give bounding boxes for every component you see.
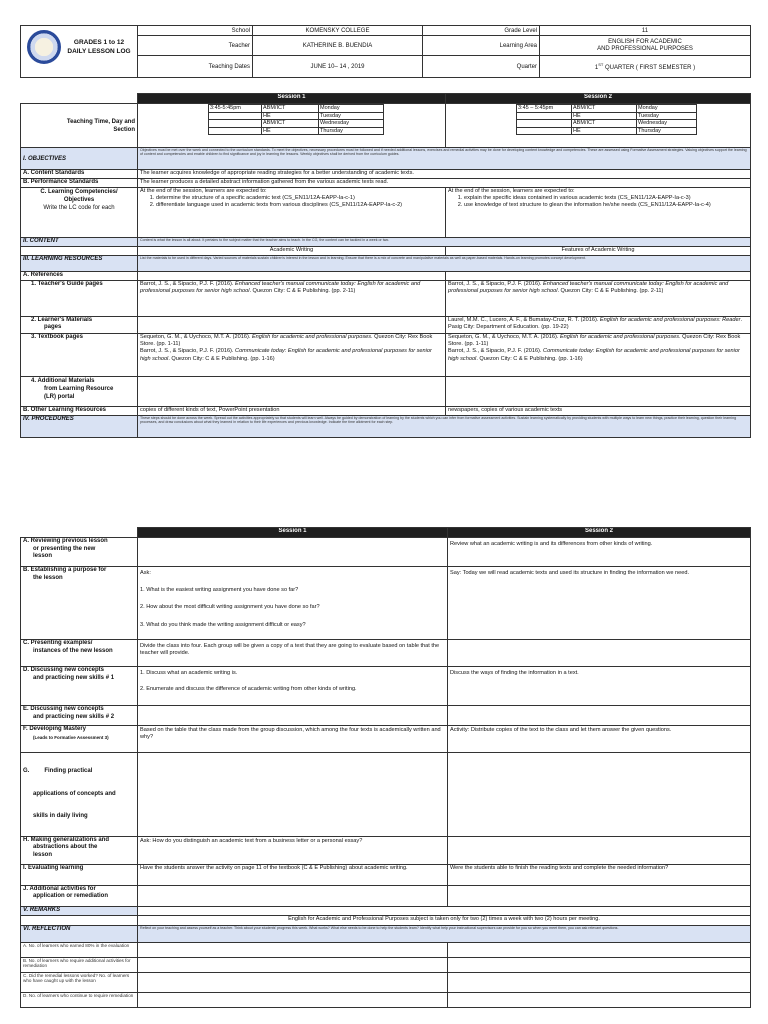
teaching-time-label [21,104,138,148]
schedule-table-2 [516,104,697,135]
dates-label: Teaching Dates [138,56,253,78]
section-cell: ABM/ICT [262,105,319,113]
deped-seal-icon [27,30,61,64]
label-line: instances of the new lesson [33,647,113,654]
learners-materials-label-1: 2. Learner's Materials [31,317,93,323]
day-cell: Thursday [319,127,384,135]
competencies-intro: At the end of the session, learners are expected to: [140,188,267,194]
remarks-text: English for Academic and Professional Purposes subject is taken only for two (2) times a week with two (2) hours per meeting. [138,915,751,925]
label-line: J. Additional activities for [23,885,96,892]
text-line: 2. How about the most difficult writing assignment you have done so far? [140,604,320,611]
session-2-header: Session 2 [446,94,751,104]
competencies-label-2: Objectives [63,197,95,203]
textbook-citation-2 [448,348,748,362]
citation-authors: Sequeton, G. M., & Uychoco, M.T. A. (2016). [448,334,560,340]
section-cell: ABM/ICT [262,120,319,128]
label-line: lesson [33,553,53,559]
area-label: Learning Area [423,36,540,56]
citation-publisher: . Quezon City: Rex Book Store. (pp. 1-11) [448,334,741,348]
textbook-citation-2 [140,348,443,362]
lesson-log-page-2 [20,527,751,1008]
label-line: and practicing new skills # 1 [33,674,115,681]
citation-authors: Barrot, J. S., & Sipacio, P.J. F. (2016). [140,281,236,287]
label-line: lesson [33,851,53,858]
content-label: II. CONTENT [21,238,138,247]
reflection-item-c: C. Did the remedial lessons worked? No. of learners who have caught up with the lesson [21,972,138,992]
day-cell: Thursday [637,127,697,135]
citation-title: English for academic and professional purposes: Reader [599,317,741,323]
reflection-item-a: A. No. of learners who earned 80% in the evaluation [21,942,138,957]
teachers-guide-label: 1. Teacher's Guide pages [21,281,138,317]
citation-publisher: . Quezon City: C & E Publishing. (pp. 2-11) [249,288,356,295]
evaluating-learning-session-1: Have the students answer the activity on page 11 of the textbook (C & E Publishing) about academic writing. [138,864,448,885]
textbook-session-1 [138,334,446,377]
practical-applications-label [21,753,138,837]
generalizations-label [21,836,138,864]
school-value: KOMENSKY COLLEGE [253,26,423,36]
textbook-session-2 [446,334,751,377]
section-cell: ABM/ICT [572,105,637,113]
time-cell [209,120,262,128]
content-standards-label: A. Content Standards [21,170,138,179]
developing-mastery-label [21,726,138,753]
resources-note: List the materials to be used in different days. Varied sources of materials sustain children's interest in the lesson and in learning. Ensure that there is a mix of concrete and manipulative materials as well as paper-based materials. Hands-on learning promotes concept development. [138,256,751,272]
competencies-session-2 [446,188,751,238]
competencies-intro: At the end of the session, learners are expected to: [448,188,575,194]
quarter-suffix: ST [598,62,604,67]
label-line: D. Discussing new concepts [23,667,105,673]
content-session-1: Academic Writing [138,247,446,256]
objectives-label: I. OBJECTIVES [21,148,138,170]
performance-standards-text: The learner produces a detailed abstract information gathered from the various academic texts read. [138,179,751,188]
session-1-header: Session 1 [138,528,448,538]
evaluating-learning-label: I. Evaluating learning [21,864,138,885]
label-line: F. Developing Mastery [23,726,87,732]
session-1-schedule [138,104,446,148]
label-line: or presenting the new [33,545,96,552]
quarter-value [540,56,751,78]
label-subline: (Leads to Formative Assessment 3) [33,734,109,740]
citation-authors: Barrot, J. S., & Sipacio, P.J. F. (2016). [448,348,544,355]
text-line: 1. What is the easiest writing assignment you have done so far? [140,587,299,594]
day-cell: Tuesday [637,112,697,120]
establishing-purpose-label [21,567,138,640]
evaluating-learning-session-2: Were the students able to finish the reading texts and complete the needed information? [448,864,751,885]
citation-authors: Sequeton, G. M., & Uychoco, M.T. A. (2016). [140,334,252,340]
other-resources-session-1: copies of different kinds of text, PowerPoint presentation [138,407,446,416]
additional-materials-label-1: 4. Additional Materials [31,378,95,384]
dates-value: JUNE 10– 14 , 2019 [253,56,423,78]
other-resources-label: B. Other Learning Resources [21,407,138,416]
teaching-time-label-1: Teaching Time, Day and [66,118,135,125]
session-1-header: Session 1 [138,94,446,104]
establishing-purpose-session-2: Say: Today we will read academic texts and used its structure in finding the information we need. [448,567,751,640]
presenting-examples-label [21,640,138,667]
resources-label: III. LEARNING RESOURCES [21,256,138,272]
other-resources-session-2: newspapers, copies of various academic texts [446,407,751,416]
citation-authors: Laurel, M.M. C., Lucero, A. F., & Bumatay-Cruz, R. T. (2016). [448,317,600,323]
teacher-value: KATHERINE B. BUENDIA [253,36,423,56]
presenting-examples-session-1: Divide the class into four. Each group will be given a copy of a text that they are going to evaluate based on table that the teacher will provide. [138,640,448,667]
teacher-label: Teacher [138,36,253,56]
discussing-concepts-1-label [21,667,138,706]
teachers-guide-session-2 [446,281,751,317]
procedures-note: These steps should be done across the week. Spread out the activities appropriately so that students will learn well. Always be guided by demonstration of learning by the students which you can infer from formative assessment activities. Sustain learning systematically by providing students with multiple ways to learn new things, practice their learning, question their learning processes, and draw conclusions about what they learned in relation to their life experiences and previous knowledge. Indicate the time allotment for each step. [138,416,751,438]
generalizations-session-1: Ask: How do you distinguish an academic text from a business letter or a personal essay? [138,836,448,864]
label-line: applications of concepts and [33,790,116,797]
text-line: 3. What do you think made the writing assignment difficult or easy? [140,621,306,628]
grade-label: Grade Level [423,26,540,36]
lesson-log-page-1 [20,93,751,438]
label-line: E. Discussing new concepts [23,706,104,712]
quarter-number: 1 [594,65,599,71]
objectives-note: Objectives must be met over the week and connected to the curriculum standards. To meet the objectives, necessary procedures must be followed and if needed additional lessons, exercises and remedial activities may be done for developing content knowledge and competencies. These are assessed using Formative Assessment strategies. Valuing objectives support the learning of content and competencies and enable children to find significance and joy in learning the lessons. Weekly objectives shall be derived from the curriculum guides. [138,148,751,170]
procedures-label: IV. PROCEDURES [21,416,138,438]
additional-materials-label-3: (LR) portal [44,394,75,400]
area-line-1: ENGLISH FOR ACADEMIC [608,38,682,45]
schedule-table-1 [208,104,384,135]
citation-publisher: . Pasig City: Department of Education. (pp. 19-22) [448,317,743,331]
competency-item: 1. explain the specific ideas contained in various academic texts (CS_EN11/12A-EAPP-Ia-c-3) [464,195,748,202]
competency-item: 2. use knowledge of text structure to glean the information he/she needs (CS_EN11/12A-EAPP-Ia-c-4) [464,202,748,209]
competency-item: 1. determine the structure of a specific academic text (CS_EN11/12A-EAPP-Ia-c-1) [156,195,443,202]
teachers-guide-session-1 [138,281,446,317]
discussing-concepts-2-label [21,706,138,726]
grade-value: 11 [540,26,751,36]
time-cell [517,120,572,128]
citation-publisher: . Quezon City: C & E Publishing. (pp. 1-16) [168,355,275,362]
reflection-item-b: B. No. of learners who require additional activities for remediation [21,957,138,972]
area-line-2: AND PROFESSIONAL PURPOSES [597,45,693,52]
label-line: H. Making generalizations and [23,836,110,843]
label-line: C. Presenting examples/ [23,640,93,646]
performance-standards-label: B. Performance Standards [21,179,138,188]
learners-materials-label [21,317,138,334]
developing-mastery-session-2: Activity: Distribute copies of the text to the class and let them answer the given questions. [448,726,751,753]
text-line: 2. Enumerate and discuss the difference of academic writing from other kinds of writing. [140,686,357,693]
time-cell: 3:45 – 5:45pm [517,105,572,113]
additional-materials-label-2: from Learning Resource [44,386,114,392]
label-line: the lesson [33,574,63,581]
quarter-label: Quarter [423,56,540,78]
citation-title: English for academic and professional purposes [559,334,680,340]
reflection-item-d: D. No. of learners who continue to require remediation [21,992,138,1007]
citation-publisher: . Quezon City: Rex Book Store. (pp. 1-11) [140,334,433,348]
textbook-citation-1 [448,334,748,348]
time-cell [517,127,572,135]
quarter-text: QUARTER ( FIRST SEMESTER ) [603,65,696,71]
day-cell: Tuesday [319,112,384,120]
text-line: 1. Discuss what an academic writing is. [140,670,238,676]
competencies-label [21,188,138,238]
competencies-session-1 [138,188,446,238]
section-cell: HE [262,112,319,120]
teaching-time-label-2: Section [113,126,135,133]
learners-materials-label-2: pages [44,324,62,330]
label-line: skills in daily living [33,813,88,819]
content-session-2: Features of Academic Writing [446,247,751,256]
time-cell [517,112,572,120]
citation-title: Communicate today: English for academic and professional purposes for senior high school [448,348,740,362]
citation-title: English for academic and professional purposes [251,334,372,340]
label-line: and practicing new skills # 2 [33,713,115,720]
citation-publisher: . Quezon City: C & E Publishing. (pp. 2-11) [557,288,664,295]
day-cell: Wednesday [637,120,697,128]
additional-materials-label [21,377,138,407]
content-standards-text: The learner acquires knowledge of appropriate reading strategies for a better understanding of academic texts. [138,170,751,179]
citation-authors: Barrot, J. S., & Sipacio, P.J. F. (2016). [448,281,544,287]
label-line: application or remediation [33,893,109,899]
content-note: Content is what the lesson is all about. It pertains to the subject matter that the teacher aims to teach. In the CG, the content can be tackled in a week or two. [138,238,751,247]
header-table [20,25,751,78]
textbook-citation-1 [140,334,443,348]
session-2-schedule [446,104,751,148]
competency-item: 2. differentiate language used in academic texts from various disciplines (CS_EN11/12A-EAPP-Ia-c-2) [156,202,443,209]
area-value [540,36,751,56]
day-cell: Wednesday [319,120,384,128]
citation-publisher: . Quezon City: C & E Publishing. (pp. 1-16) [476,355,583,362]
references-label: A. References [21,272,138,281]
time-cell: 3:45-5:45pm [209,105,262,113]
textbook-label: 3. Textbook pages [21,334,138,377]
text-line: Ask: [140,570,151,576]
label-line: abstractions about the [33,844,98,850]
day-cell: Monday [319,105,384,113]
day-cell: Monday [637,105,697,113]
title-line-2: DAILY LESSON LOG [67,48,131,55]
competencies-label-3: Write the LC code for each [43,205,115,211]
section-cell: HE [572,112,637,120]
time-cell [209,127,262,135]
competencies-label-1: C. Learning Competencies/ [40,189,118,195]
discussing-concepts-1-session-2: Discuss the ways of finding the information in a text. [448,667,751,706]
citation-title: Communicate today: English for academic and professional purposes for senior high school [140,348,432,362]
school-label: School [138,26,253,36]
citation-authors: Barrot, J. S., & Sipacio, P.J. F. (2016). [140,348,236,355]
establishing-purpose-session-1 [138,567,448,640]
reviewing-lesson-session-2: Review what an academic writing is and its differences from other kinds of writing. [448,538,751,567]
citation-title: Enhanced teacher's manual communicate today: English for academic and professional purposes for senior high school [140,281,421,295]
section-cell: HE [262,127,319,135]
developing-mastery-session-1: Based on the table that the class made from the group discussion, which among the four texts is academically written and why? [138,726,448,753]
reflection-note: Reflect on your teaching and assess yourself as a teacher. Think about your students' progress this week. What works? What else needs to be done to help the students learn? Identify what help your instructional supervisors can provide for you so when you meet them, you can ask relevant questions. [138,925,751,942]
label-line: A. Reviewing previous lesson [23,538,108,544]
label-line: B. Establishing a purpose for [23,567,107,573]
school-seal-cell [21,26,138,78]
reflection-label: VI. REFLECTION [21,925,138,942]
session-2-header: Session 2 [448,528,751,538]
section-cell: ABM/ICT [572,120,637,128]
section-cell: HE [572,127,637,135]
reviewing-lesson-label [21,538,138,567]
additional-activities-label [21,885,138,906]
title-line-1: GRADES 1 to 12 [73,39,125,46]
citation-title: Enhanced teacher's manual communicate today: English for academic and professional purposes for senior high school [448,281,729,295]
discussing-concepts-1-session-1 [138,667,448,706]
time-cell [209,112,262,120]
remarks-label: V. REMARKS [21,906,138,915]
label-line: G. Finding practical [23,768,93,774]
learners-materials-session-2 [446,317,751,334]
